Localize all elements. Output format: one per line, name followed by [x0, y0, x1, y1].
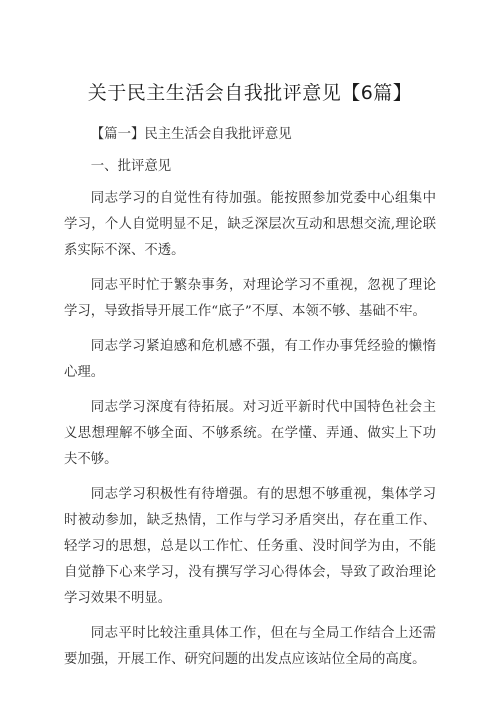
paragraph-4: 同志学习深度有待拓展。对习近平新时代中国特色社会主义思想理解不够全面、不够系统。在学懂、弄通、做实上下功夫不够。 — [64, 400, 436, 467]
paragraph-3: 同志学习紧迫感和危机感不强，有工作办事凭经验的懒惰心理。 — [64, 339, 436, 380]
document-title: 关于民主生活会自我批评意见【6篇】 — [87, 82, 413, 104]
section-heading: 【篇一】民主生活会自我批评意见 — [90, 127, 292, 142]
sub-heading: 一、批评意见 — [90, 159, 172, 174]
paragraph-2: 同志平时忙于繁杂事务，对理论学习不重视，忽视了理论学习，导致指导开展工作“底子”不厚、本领不够、基础不牢。 — [64, 278, 436, 319]
paragraph-5: 同志学习积极性有待增强。有的思想不够重视，集体学习时被动参加，缺乏热情，工作与学习矛盾突出，存在重工作、轻学习的思想，总是以工作忙、任务重、没时间学为由，不能自觉静下心来学习，没有撰写学习心得体会，导致了政治理论学习效果不明显。 — [64, 487, 436, 606]
paragraph-1: 同志学习的自觉性有待加强。能按照参加党委中心组集中学习，个人自觉明显不足，缺乏深层次互动和思想交流,理论联系实际不深、不透。 — [64, 191, 436, 258]
document-body — [64, 122, 436, 682]
paragraph-6: 同志平时比较注重具体工作，但在与全局工作结合上还需要加强，开展工作、研究问题的出发点应该站位全局的高度。 — [64, 626, 436, 667]
